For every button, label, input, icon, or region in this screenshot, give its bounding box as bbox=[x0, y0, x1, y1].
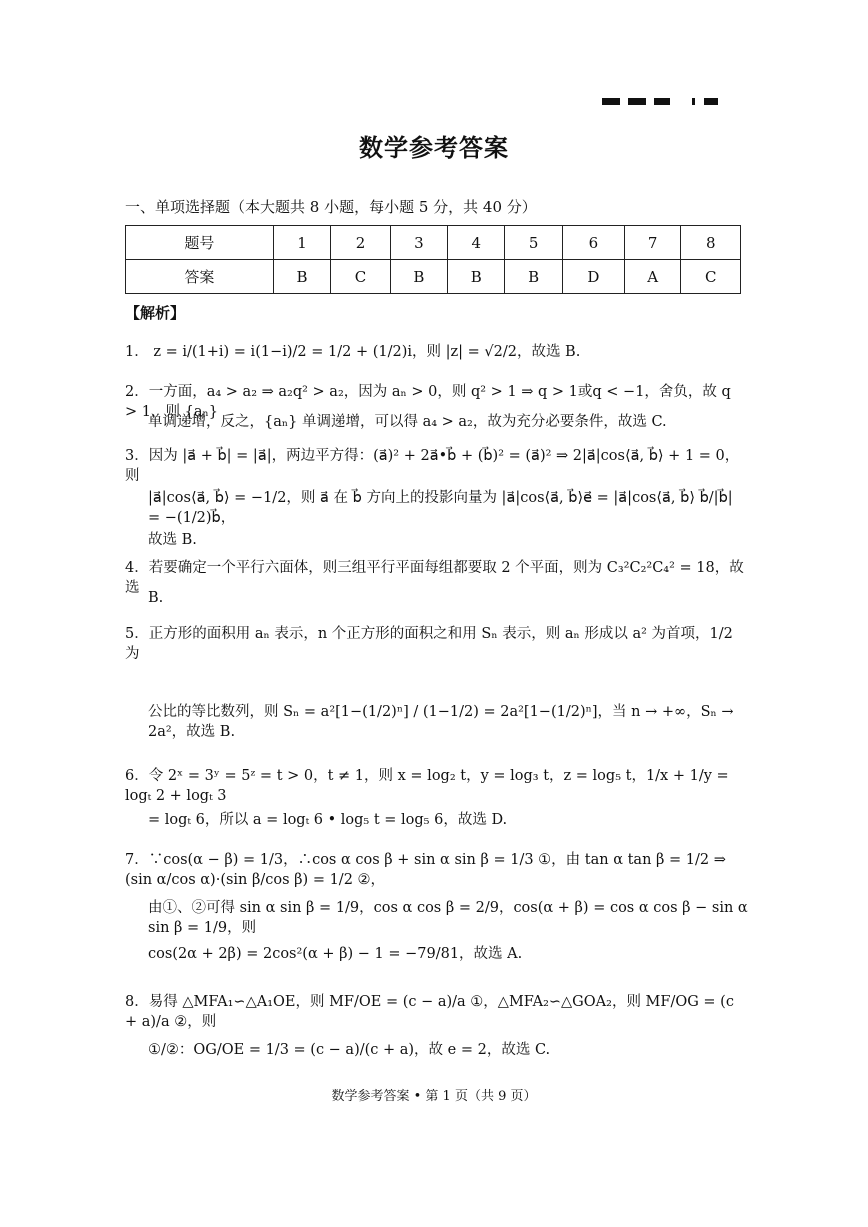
solution-3: 3．因为 |a⃗ + b⃗| = |a⃗|，两边平方得：(a⃗)² + 2a⃗•b⃗ + (b⃗)² = (a⃗)² ⇒ 2|a⃗|cos⟨a⃗, b⃗⟩ + 1 = 0，则 bbox=[125, 448, 740, 484]
analysis-label: 【解析】 bbox=[125, 304, 186, 322]
solution-8: 8．易得 △MFA₁∽△A₁OE，则 MF/OE = (c − a)/a ①，△MFA₂∽△GOA₂，则 MF/OG = (c + a)/a ②，则 bbox=[125, 994, 734, 1030]
question-number: 8 bbox=[681, 226, 741, 260]
answer-cell: A bbox=[624, 260, 680, 294]
answer-cell: D bbox=[562, 260, 624, 294]
solution-6-cont: = logₜ 6，所以 a = logₜ 6 • log₅ t = log₅ 6，故选 D. bbox=[148, 812, 508, 828]
solution-7: 7．∵cos(α − β) = 1/3，∴cos α cos β + sin α sin β = 1/3 ①，由 tan α tan β = 1/2 ⇒ (sin α/cos α)·(sin β/cos β) = 1/2 ②， bbox=[125, 852, 726, 888]
question-number: 3 bbox=[390, 226, 447, 260]
header-label: 题号 bbox=[126, 226, 274, 260]
question-number: 2 bbox=[331, 226, 391, 260]
answer-cell: B bbox=[390, 260, 447, 294]
solution-5-cont: 公比的等比数列，则 Sₙ = a²[1−(1/2)ⁿ] / (1−1/2) = 2a²[1−(1/2)ⁿ]，当 n → +∞，Sₙ → 2a²，故选 B. bbox=[148, 704, 734, 740]
question-number: 6 bbox=[562, 226, 624, 260]
answer-cell: B bbox=[273, 260, 330, 294]
answer-cell: C bbox=[681, 260, 741, 294]
solution-4-cont: B. bbox=[148, 590, 164, 606]
question-number: 1 bbox=[273, 226, 330, 260]
page-title: 数学参考答案 bbox=[359, 133, 509, 162]
solution-3-end: 故选 B. bbox=[148, 532, 197, 548]
solution-8-cont: ①/②：OG/OE = 1/3 = (c − a)/(c + a)，故 e = 2，故选 C. bbox=[148, 1042, 551, 1058]
solution-6: 6．令 2ˣ = 3ʸ = 5ᶻ = t > 0，t ≠ 1，则 x = log₂ t，y = log₃ t，z = log₅ t，1/x + 1/y = logₜ 2 + logₜ 3 bbox=[125, 768, 729, 804]
solution-7-cont: 由①、②可得 sin α sin β = 1/9，cos α cos β = 2/9，cos(α + β) = cos α cos β − sin α sin β = 1/9，则 bbox=[148, 900, 748, 936]
solution-7-end: cos(2α + 2β) = 2cos²(α + β) − 1 = −79/81，故选 A. bbox=[148, 946, 523, 962]
solution-2-cont: 单调递增，反之，{aₙ} 单调递增，可以得 a₄ > a₂，故为充分必要条件，故选 C. bbox=[148, 414, 667, 430]
solution-1: 1． z = i/(1+i) = i(1−i)/2 = 1/2 + (1/2)i，则 |z| = √2/2，故选 B. bbox=[125, 344, 581, 360]
page-footer: 数学参考答案 • 第 1 页（共 9 页） bbox=[331, 1089, 537, 1104]
answer-label: 答案 bbox=[126, 260, 274, 294]
answer-cell: B bbox=[505, 260, 562, 294]
section-heading: 一、单项选择题（本大题共 8 小题，每小题 5 分，共 40 分） bbox=[125, 198, 537, 216]
answer-cell: B bbox=[448, 260, 505, 294]
solution-2: 2．一方面，a₄ > a₂ ⇒ a₂q² > a₂，因为 aₙ > 0，则 q² > 1 ⇒ q > 1或q < −1，舍负，故 q > 1，则 {aₙ} bbox=[125, 384, 731, 420]
answer-table bbox=[125, 225, 741, 294]
table-row bbox=[126, 260, 741, 294]
question-number: 7 bbox=[624, 226, 680, 260]
solution-5: 5．正方形的面积用 aₙ 表示，n 个正方形的面积之和用 Sₙ 表示，则 aₙ 形成以 a² 为首项，1/2 为 bbox=[125, 626, 733, 662]
solution-3-cont: |a⃗|cos⟨a⃗, b⃗⟩ = −1/2，则 a⃗ 在 b⃗ 方向上的投影向量为 |a⃗|cos⟨a⃗, b⃗⟩e⃗ = |a⃗|cos⟨a⃗, b⃗⟩ b⃗/|b⃗| = −(1/2)b⃗， bbox=[148, 490, 733, 526]
answer-cell: C bbox=[331, 260, 391, 294]
solution-4: 4．若要确定一个平行六面体，则三组平行平面每组都要取 2 个平面，则为 C₃²C₂²C₄² = 18，故选 bbox=[125, 560, 744, 596]
question-number: 5 bbox=[505, 226, 562, 260]
header-marks bbox=[600, 98, 730, 106]
table-row bbox=[126, 226, 741, 260]
question-number: 4 bbox=[448, 226, 505, 260]
